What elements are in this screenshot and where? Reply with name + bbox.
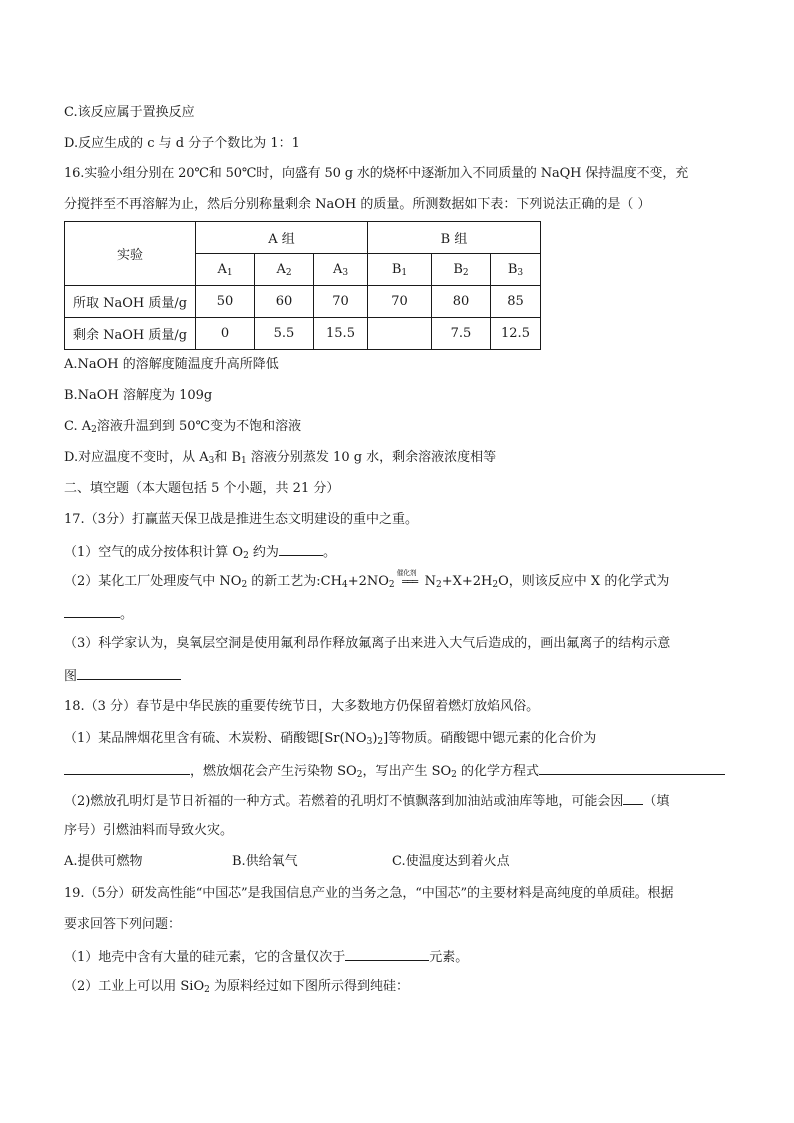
q16-stem-line2: 分搅拌至不再溶解为止，然后分别称量剩余 NaOH 的质量。所测数据如下表：下列说法正确的是（ ） xyxy=(64,197,651,212)
q19-part1: （1）地壳中含有大量的硅元素，它的含量仅次于 元素。 xyxy=(64,946,730,968)
table-cell: 50 xyxy=(196,286,255,318)
q18-part1-line2: ，燃放烟花会产生污染物 $SO_2$，写出产生 $SO_2$ 的化学方程式 xyxy=(64,760,730,782)
table-cell: 7.5 xyxy=(432,318,491,350)
q16-data-table xyxy=(64,221,541,350)
table-cell: 85 xyxy=(491,286,541,318)
table-cell: 12.5 xyxy=(491,318,541,350)
q15-option-d: D.反应生成的 c 与 d 分子个数比为 1：1 xyxy=(64,136,300,151)
q18-option-c: C.使温度达到着火点 xyxy=(392,854,510,869)
answer-blank[interactable] xyxy=(279,541,323,556)
q16-option-a: A.NaOH 的溶解度随温度升高所降低 xyxy=(64,357,279,372)
q16-option-c: C. $A_2$溶液升温到到 50℃变为不饱和溶液 xyxy=(64,419,302,435)
q18-part2-line1: （2)燃放孔明灯是节日祈福的一种方式。若燃着的孔明灯不慎飘落到加油站或油库等地，可能会因 （填 xyxy=(64,790,730,812)
q19-part2: （2）工业上可以用 SiO$_2$ 为原料经过如下图所示得到纯硅： xyxy=(64,979,409,995)
answer-blank[interactable] xyxy=(64,760,190,775)
table-cell: 70 xyxy=(314,286,368,318)
table-sub-b3: $B_3$ xyxy=(491,254,541,286)
table-cell: 80 xyxy=(432,286,491,318)
table-row2-label: 剩余 NaOH 质量/g xyxy=(65,318,196,350)
q18-option-b: B.供给氧气 xyxy=(232,854,298,869)
q15-option-c: C.该反应属于置换反应 xyxy=(64,105,195,120)
table-cell: 70 xyxy=(368,286,432,318)
table-cell: 0 xyxy=(196,318,255,350)
table-group-a: A 组 xyxy=(196,222,368,254)
answer-blank[interactable] xyxy=(77,665,181,680)
q17-part2-line1: （2）某化工厂处理废气中 $NO_2$ 的新工艺为$:CH_4+2NO_2$ 催化剂 ═══ $N_2+X+2H_2O$，则该反应中 X 的化学式为 xyxy=(64,569,670,590)
table-sub-b1: $B_1$ xyxy=(368,254,432,286)
q17-stem: 17.（3分）打赢蓝天保卫战是推进生态文明建设的重中之重。 xyxy=(64,512,418,527)
table-sub-a1: $A_1$ xyxy=(196,254,255,286)
table-group-b: B 组 xyxy=(368,222,541,254)
q18-part2-line2: 序号）引燃油料而导致火灾。 xyxy=(64,823,234,838)
table-header-label: 实验 xyxy=(65,222,196,286)
q17-part2-line2: 。 xyxy=(64,603,730,625)
table-sub-b2: $B_2$ xyxy=(432,254,491,286)
answer-blank[interactable] xyxy=(345,946,429,961)
q16-stem-line1: 16.实验小组分别在 20℃和 50℃时，向盛有 50 g 水的烧杯中逐渐加入不同质量的 NaQH 保持温度不变，充 xyxy=(64,166,689,181)
q19-stem-line2: 要求回答下列问题： xyxy=(64,917,182,932)
q16-option-d: D.对应温度不变时，从 $A_3$和 $B_1$ 溶液分别蒸发 10 g 水，剩余溶液浓度相等 xyxy=(64,450,497,466)
q18-option-a: A.提供可燃物 xyxy=(64,854,143,869)
answer-blank[interactable] xyxy=(539,760,725,775)
q18-part1-line1: （1）某品牌烟花里含有硫、木炭粉、硝酸锶$[Sr(NO_3)_2]$等物质。硝酸锶中锶元素的化合价为 xyxy=(64,731,597,747)
q19-stem-line1: 19.（5分）研发高性能“中国芯”是我国信息产业的当务之急，“中国芯”的主要材料是高纯度的单质硅。根据 xyxy=(64,886,674,901)
answer-blank[interactable] xyxy=(64,603,120,618)
q17-part1: （1）空气的成分按体积计算 $O_2$ 约为 。 xyxy=(64,541,730,563)
q17-part3-line2: 图 xyxy=(64,665,730,687)
table-row xyxy=(65,286,541,318)
q17-part3-line1: （3）科学家认为，臭氧层空洞是使用氟利昂作释放氟离子出来进入大气后造成的，画出氟离子的结构示意 xyxy=(64,636,671,651)
table-sub-a3: $A_3$ xyxy=(314,254,368,286)
table-sub-a2: $A_2$ xyxy=(255,254,314,286)
q18-stem: 18.（3 分）春节是中华民族的重要传统节日，大多数地方仍保留着燃灯放焰风俗。 xyxy=(64,699,540,714)
section-title: 二、填空题（本大题包括 5 个小题，共 21 分） xyxy=(64,481,340,496)
table-cell xyxy=(368,318,432,350)
table-cell: 15.5 xyxy=(314,318,368,350)
table-row xyxy=(65,318,541,350)
table-cell: 60 xyxy=(255,286,314,318)
table-row1-label: 所取 NaOH 质量/g xyxy=(65,286,196,318)
answer-blank[interactable] xyxy=(623,790,643,805)
table-cell: 5.5 xyxy=(255,318,314,350)
q16-option-b: B.NaOH 溶解度为 109g xyxy=(64,388,213,403)
